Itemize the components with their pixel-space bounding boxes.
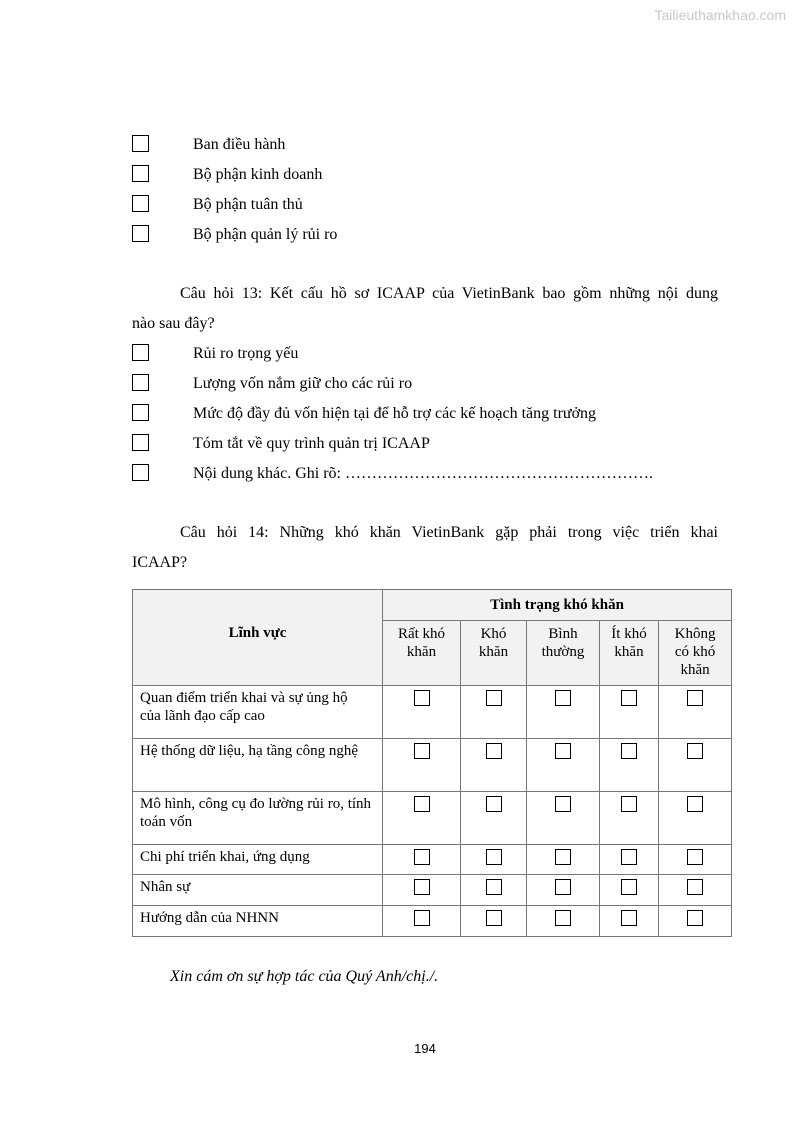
option-label: Nội dung khác. Ghi rõ: ………………………………………………….	[193, 465, 653, 482]
checkbox[interactable]	[621, 849, 637, 865]
checkbox[interactable]	[687, 796, 703, 812]
row-label: Chi phí triển khai, ứng dụng	[133, 845, 383, 875]
checkbox[interactable]	[486, 743, 502, 759]
checkbox[interactable]	[132, 225, 149, 242]
watermark: Tailieuthamkhao.com	[654, 7, 786, 23]
checkbox[interactable]	[555, 796, 571, 812]
option-label: Mức độ đầy đủ vốn hiện tại để hỗ trợ các kế hoạch tăng trưởng	[193, 405, 597, 422]
checkbox[interactable]	[132, 404, 149, 421]
table-row	[133, 906, 732, 937]
question-13-text: Câu hỏi 13: Kết cấu hồ sơ ICAAP của VietinBank bao gồm những nội dung	[180, 285, 718, 302]
checkbox[interactable]	[132, 135, 149, 152]
status-header: Tình trạng khó khăn	[383, 590, 732, 621]
checkbox[interactable]	[555, 879, 571, 895]
row-label: Nhân sự	[133, 875, 383, 906]
table-row	[133, 739, 732, 792]
question-13	[132, 284, 718, 334]
checkbox[interactable]	[132, 374, 149, 391]
checkbox[interactable]	[621, 796, 637, 812]
checkbox[interactable]	[132, 434, 149, 451]
row-label: Hướng dẫn của NHNN	[133, 906, 383, 937]
table-row	[133, 686, 732, 739]
checkbox[interactable]	[414, 879, 430, 895]
table-row	[133, 845, 732, 875]
row-label: Quan điểm triển khai và sự ủng hộ của lãnh đạo cấp cao	[133, 686, 383, 739]
checkbox[interactable]	[621, 879, 637, 895]
checkbox[interactable]	[687, 743, 703, 759]
checkbox[interactable]	[414, 910, 430, 926]
option-label: Bộ phận tuân thủ	[193, 196, 303, 213]
checkbox[interactable]	[687, 879, 703, 895]
checkbox[interactable]	[621, 690, 637, 706]
question-13-text-cont: nào sau đây?	[132, 315, 215, 332]
option-header: Không có khó khăn	[659, 621, 732, 686]
table-row	[133, 875, 732, 906]
checkbox[interactable]	[132, 344, 149, 361]
checkbox[interactable]	[621, 743, 637, 759]
checkbox[interactable]	[414, 743, 430, 759]
checkbox[interactable]	[132, 464, 149, 481]
option-header: Khó khăn	[461, 621, 527, 686]
question-14-text: Câu hỏi 14: Những khó khăn VietinBank gặp phải trong việc triển khai	[180, 524, 718, 541]
checkbox[interactable]	[486, 796, 502, 812]
checkbox[interactable]	[486, 849, 502, 865]
option-label: Rủi ro trọng yếu	[193, 345, 299, 362]
checkbox[interactable]	[555, 849, 571, 865]
checkbox[interactable]	[486, 879, 502, 895]
thank-you-note: Xin cám ơn sự hợp tác của Quý Anh/chị./.	[170, 968, 439, 985]
checkbox[interactable]	[687, 910, 703, 926]
option-label: Bộ phận kinh doanh	[193, 166, 323, 183]
option-label: Lượng vốn nắm giữ cho các rủi ro	[193, 375, 413, 392]
row-label: Hệ thống dữ liệu, hạ tầng công nghệ	[133, 739, 383, 792]
field-header: Lĩnh vực	[133, 590, 383, 686]
checkbox[interactable]	[132, 165, 149, 182]
option-label: Bộ phận quản lý rủi ro	[193, 226, 338, 243]
checkbox[interactable]	[486, 910, 502, 926]
difficulty-table	[132, 589, 732, 937]
checkbox[interactable]	[555, 690, 571, 706]
option-header: Bình thường	[527, 621, 600, 686]
option-label: Ban điều hành	[193, 136, 286, 153]
page-number: 194	[414, 1041, 436, 1056]
checkbox[interactable]	[132, 195, 149, 212]
checkbox[interactable]	[555, 743, 571, 759]
checkbox[interactable]	[621, 910, 637, 926]
checkbox[interactable]	[414, 690, 430, 706]
row-label: Mô hình, công cụ đo lường rủi ro, tính toán vốn	[133, 792, 383, 845]
checkbox[interactable]	[414, 849, 430, 865]
option-header: Ít khó khăn	[600, 621, 659, 686]
option-header: Rất khó khăn	[383, 621, 461, 686]
checkbox[interactable]	[486, 690, 502, 706]
checkbox[interactable]	[687, 849, 703, 865]
checkbox[interactable]	[555, 910, 571, 926]
table-row	[133, 792, 732, 845]
question-14	[132, 523, 718, 573]
question-14-text-cont: ICAAP?	[132, 554, 188, 571]
checkbox[interactable]	[687, 690, 703, 706]
option-label: Tóm tắt về quy trình quản trị ICAAP	[193, 435, 430, 452]
checkbox[interactable]	[414, 796, 430, 812]
